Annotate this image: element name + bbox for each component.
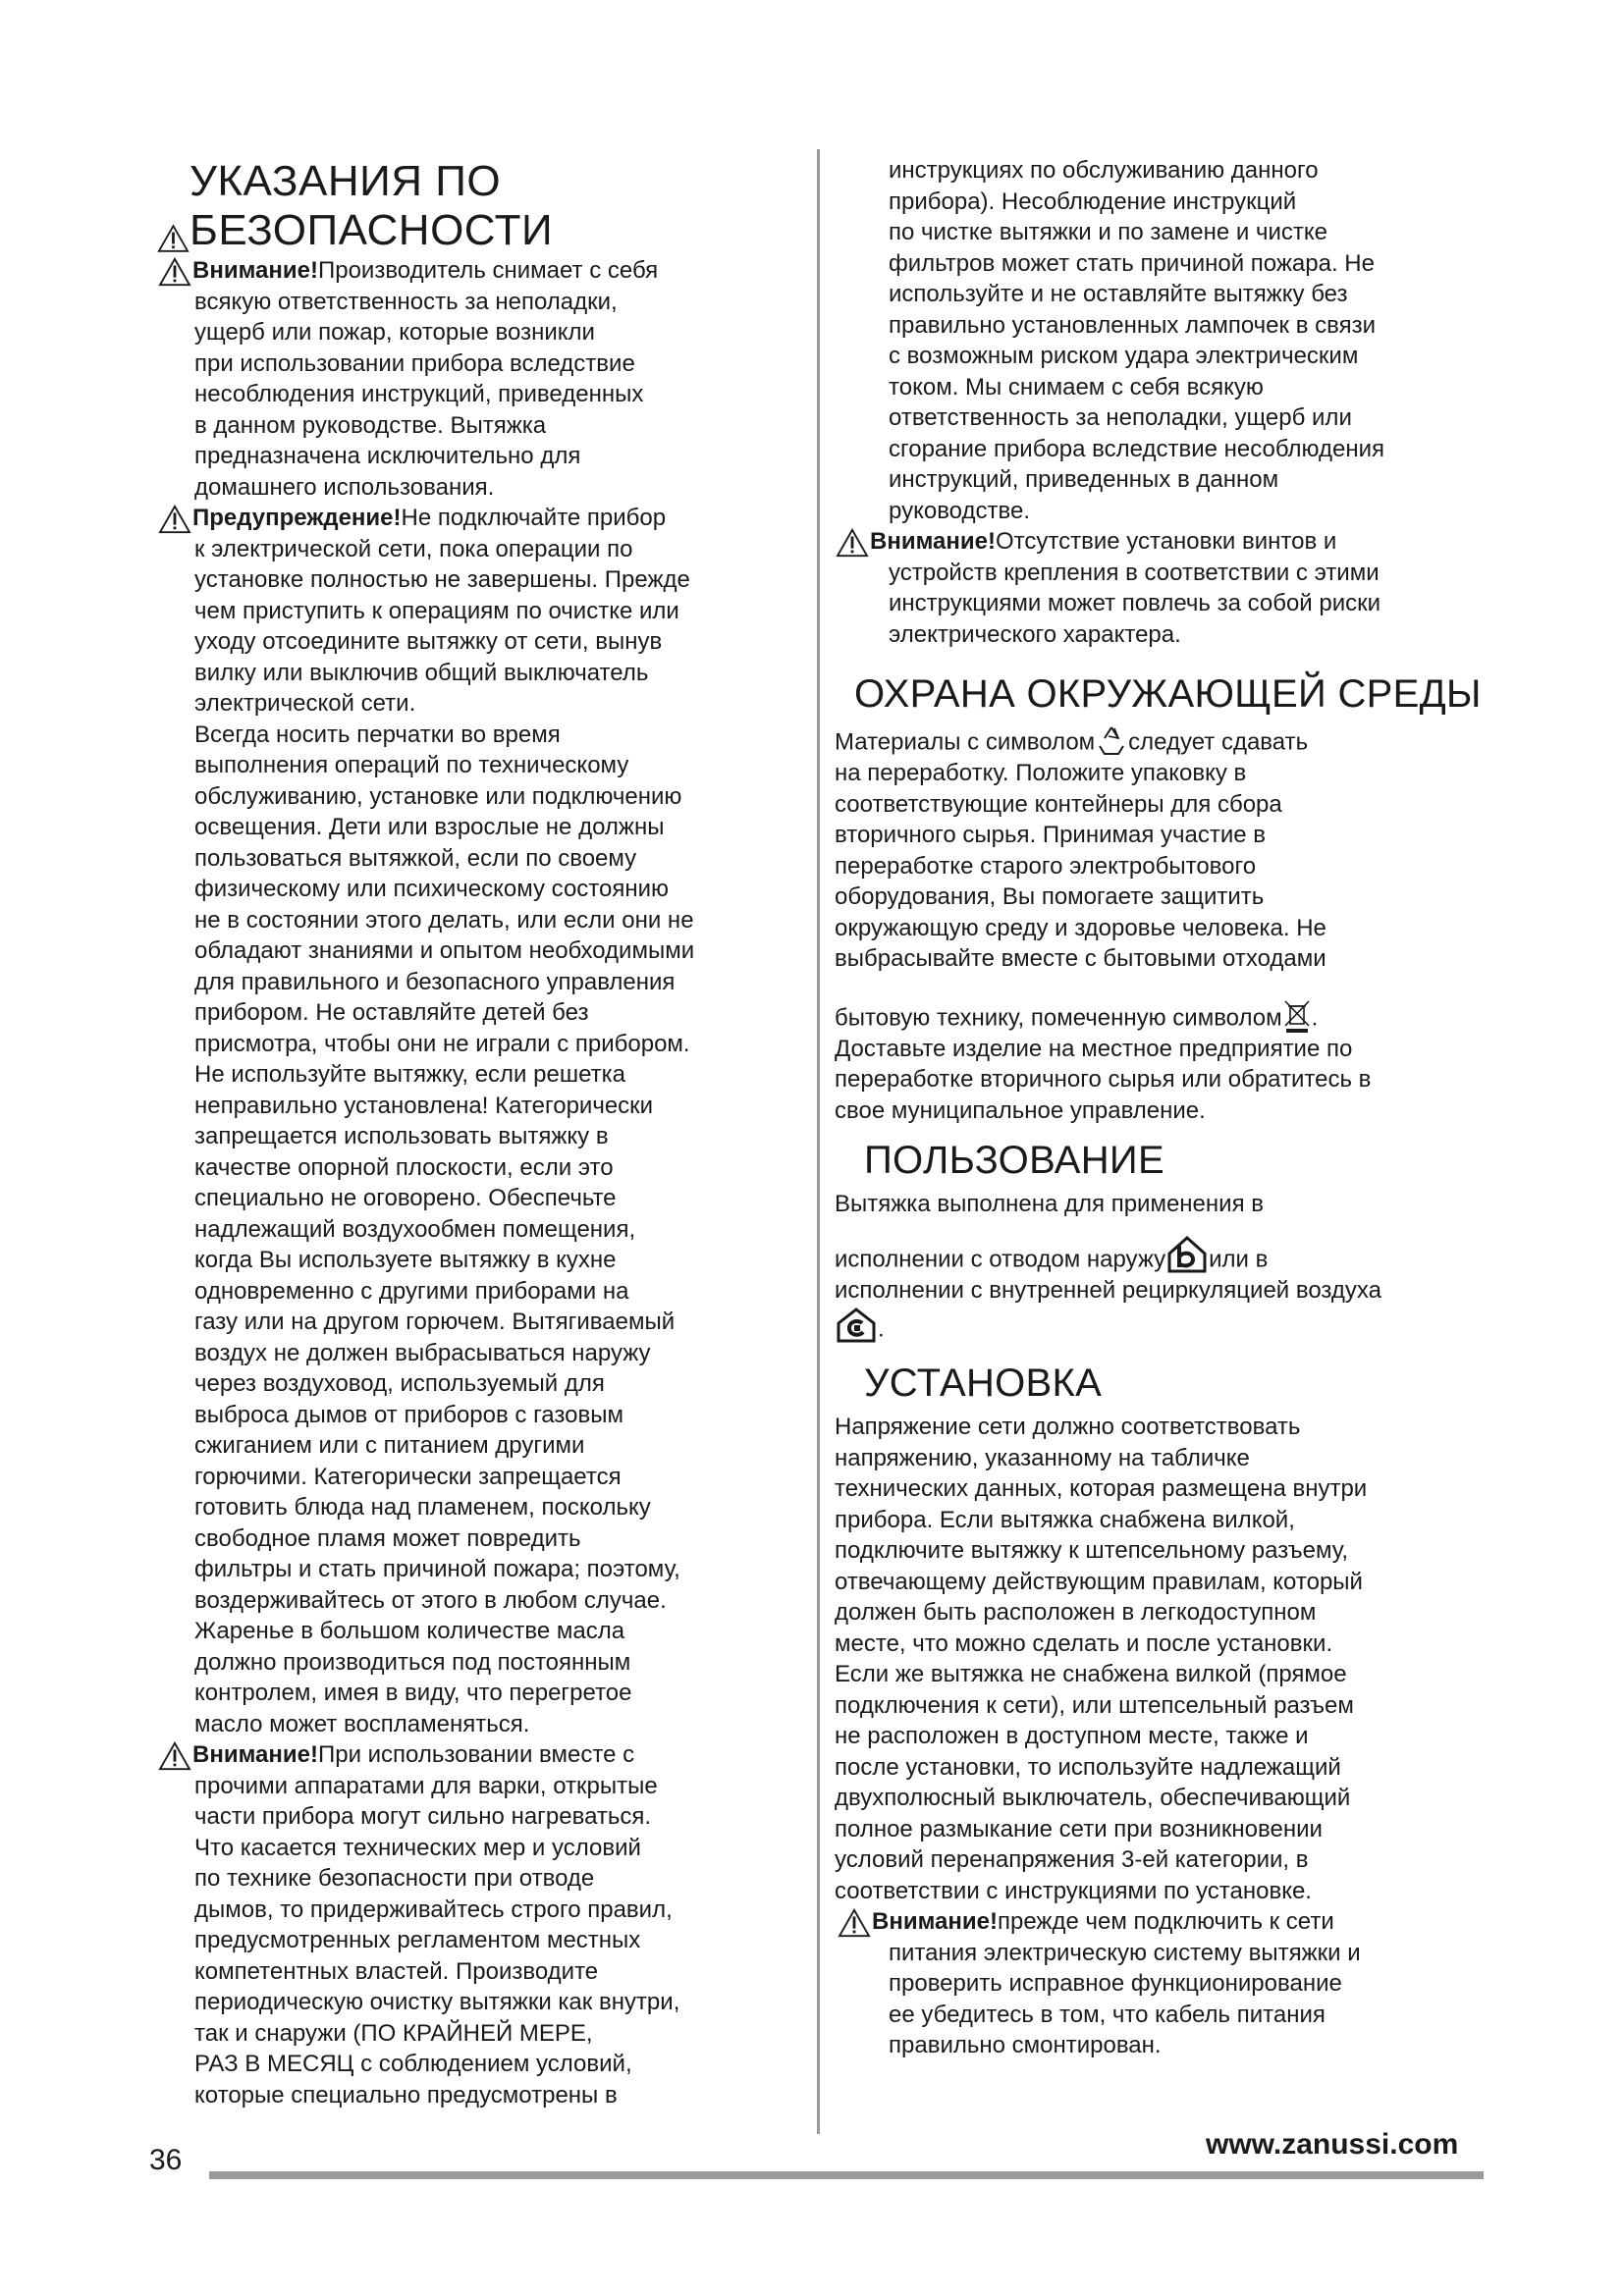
text-line: двухполюсный выключатель, обеспечивающий — [835, 1785, 1351, 1811]
text-line: на переработку. Положите упаковку в — [835, 760, 1247, 786]
text-line: неправильно установлена! Категорически — [194, 1092, 654, 1119]
text-line: должен быть расположен в легкодоступном — [835, 1599, 1317, 1626]
text-line: которые специально предусмотрены в — [194, 2081, 618, 2109]
text-line: для правильного и безопасного управления — [194, 968, 676, 995]
warning-label: Предупреждение! — [192, 505, 402, 531]
text-line: питания электрическую систему вытяжки и — [889, 1939, 1361, 1966]
text-line: ответственность за неполадки, ущерб или — [889, 404, 1352, 431]
text-line: Всегда носить перчатки во время — [194, 721, 561, 748]
text-line: выполнения операций по техническому — [194, 752, 629, 778]
text-line: к электрической сети, пока операции по — [194, 535, 633, 562]
text-line: инструкциях по обслуживанию данного — [889, 157, 1319, 184]
text-line: прежде чем подключить к сети — [997, 1908, 1334, 1935]
text-line: ее убедитесь в том, что кабель питания — [889, 2001, 1326, 2028]
warning-triangle-icon — [157, 1741, 192, 1771]
text-line: несоблюдения инструкций, приведенных — [194, 381, 644, 407]
text-line: выброса дымов от приборов с газовым — [194, 1401, 623, 1428]
text-line: оборудования, Вы помогаете защитить — [835, 883, 1265, 910]
recycle-icon — [1095, 724, 1128, 758]
warning-triangle-icon — [157, 257, 192, 287]
text-line: присмотра, чтобы они не играли с прибором. — [194, 1030, 690, 1057]
text-line: переработке вторичного сырья или обратитесь в — [835, 1066, 1372, 1093]
warning-block-3 — [157, 1739, 785, 2110]
text-line: полное размыкание сети при возникновении — [835, 1815, 1323, 1842]
text-line: уходу отсоедините вытяжку от сети, вынув — [194, 628, 663, 655]
text-line: установке полностью не завершены. Прежде — [194, 566, 690, 593]
environment-text-2 — [835, 1034, 1483, 1127]
text-line: дымов, то придерживайтесь строго правил, — [194, 1896, 673, 1923]
text-line: правильно смонтирован. — [889, 2032, 1162, 2058]
text-line: через воздуховод, используемый для — [194, 1370, 605, 1397]
safety-heading — [157, 157, 785, 255]
text-line: компетентных властей. Производите — [194, 1957, 599, 1985]
text-line: сгорание прибора вследствие несоблюдения — [889, 435, 1384, 462]
text-line: электрической сети. — [194, 690, 416, 717]
text-line: с возможным риском удара электрическим — [889, 343, 1359, 369]
text-line: инструкций, приведенных в данном — [889, 466, 1279, 493]
text-line: Материалы с символом — [835, 728, 1096, 756]
text-line: предназначена исключительно для — [194, 443, 581, 469]
text-line: Не подключайте прибор — [401, 505, 667, 531]
text-line: контролем, имея в виду, что перегретое — [194, 1680, 632, 1706]
text-line: специально не оговорено. Обеспечьте — [194, 1185, 617, 1211]
text-line: Если же вытяжка не снабжена вилкой (прямое — [835, 1661, 1347, 1687]
text-line: месте, что можно сделать и после установки. — [835, 1629, 1333, 1657]
column-divider — [817, 149, 820, 2134]
text-line: должно производиться под постоянным — [194, 1648, 631, 1676]
text-line: сжиганием или с питанием другими — [194, 1432, 585, 1459]
text-line: окружающую среду и здоровье человека. Не — [835, 914, 1326, 941]
footer-url: www.zanussi.com — [1206, 2128, 1459, 2161]
text-line: пользоваться вытяжкой, если по своему — [194, 844, 637, 872]
warning-label: Внимание! — [872, 1908, 998, 1935]
warning-body — [157, 534, 785, 1740]
text-line: исполнении с отводом наружу — [835, 1246, 1166, 1272]
text-line: Жаренье в большом количестве масла — [194, 1618, 625, 1644]
text-line: качестве опорной плоскости, если это — [194, 1153, 614, 1181]
text-line: одновременно с другими приборами на — [194, 1277, 629, 1305]
warning-body — [157, 1771, 785, 2111]
right-column — [835, 155, 1483, 2061]
text-line: воздерживайтесь от этого в любом случае. — [194, 1586, 667, 1614]
text-line: прибора. Если вытяжка снабжена вилкой, — [835, 1506, 1295, 1533]
text-line: всякую ответственность за неполадки, — [194, 288, 618, 315]
text-line: током. Мы снимаем с себя всякую — [889, 373, 1264, 400]
text-line: периодическую очистку вытяжки как внутри, — [194, 1989, 680, 2015]
text-line: прибором. Не оставляйте детей без — [194, 999, 589, 1026]
text-line: РАЗ В МЕСЯЦ с соблюдением условий, — [194, 2051, 632, 2077]
text-line: части прибора могут сильно нагреваться. — [194, 1803, 652, 1830]
text-line: так и снаружи (ПО КРАЙНЕЙ МЕРЕ, — [194, 2019, 593, 2047]
text-line: не расположен в доступном месте, также и — [835, 1723, 1309, 1749]
text-line: при использовании прибора вследствие — [194, 349, 635, 377]
text-line: Вытяжка выполнена для применения в — [835, 1191, 1264, 1217]
text-line: обслуживанию, установке или подключению — [194, 782, 682, 810]
text-line: свое муниципальное управление. — [835, 1096, 1206, 1124]
text-line: Производитель снимает с себя — [317, 257, 659, 284]
environment-text — [835, 758, 1483, 975]
page-number: 36 — [149, 2144, 183, 2176]
text-line: При использовании вместе с — [317, 1741, 635, 1768]
text-line: свободное пламя может повредить — [194, 1524, 581, 1552]
text-line: домашнего использования. — [194, 473, 495, 501]
text-line: Доставьте изделие на местное предприятие по — [835, 1035, 1353, 1062]
text-line: прочими аппаратами для варки, открытые — [194, 1772, 658, 1799]
text-line: соответствии с инструкциями по установке. — [835, 1877, 1312, 1904]
crossed-bin-icon — [1282, 998, 1312, 1034]
text-line: предусмотренных регламентом местных — [194, 1927, 641, 1953]
text-line: технических данных, которая размещена внутри — [835, 1475, 1368, 1502]
text-line: Не используйте вытяжку, если решетка — [194, 1061, 625, 1088]
text-line: электрического характера. — [889, 620, 1181, 648]
environment-heading: ОХРАНА ОКРУЖАЮЩЕЙ СРЕДЫ — [854, 672, 1482, 716]
warning-body — [835, 1938, 1483, 2061]
text-line: . — [1311, 1004, 1319, 1031]
text-line: устройств крепления в соответствии с этими — [889, 559, 1380, 586]
text-line: воздух не должен выбрасываться наружу — [194, 1339, 651, 1366]
warning-triangle-icon — [835, 528, 870, 558]
warning-block-2 — [157, 503, 785, 1739]
text-line: фильтров может стать причиной пожара. Не — [889, 249, 1375, 277]
warning-label: Внимание! — [192, 257, 318, 284]
text-line: запрещается использовать вытяжку в — [194, 1123, 609, 1149]
text-line: горючими. Категорически запрещается — [194, 1463, 622, 1490]
text-line: инструкциями может повлечь за собой риски — [889, 590, 1381, 616]
extraction-mode-icon — [1165, 1234, 1209, 1275]
text-line: соответствующие контейнеры для сбора — [835, 790, 1282, 818]
recirculation-mode-icon — [835, 1306, 878, 1345]
text-line: Что касается технических мер и условий — [194, 1834, 641, 1861]
safety-heading-text: УКАЗАНИЯ ПО БЕЗОПАСНОСТИ — [189, 157, 554, 254]
text-line: проверить исправное функционирование — [889, 1970, 1342, 1997]
warning-body — [835, 558, 1483, 651]
text-line: фильтры и стать причиной пожара; поэтому, — [194, 1556, 680, 1582]
text-line: или в — [1209, 1246, 1269, 1272]
text-line: используйте и не оставляйте вытяжку без — [889, 281, 1348, 307]
text-line: по чистке вытяжки и по замене и чистке — [889, 219, 1327, 245]
text-line: обладают знаниями и опытом необходимыми — [194, 937, 695, 964]
warning-block-1 — [157, 255, 785, 503]
text-line: вторичного сырья. Принимая участие в — [835, 822, 1267, 848]
text-line: бытовую технику, помеченную символом — [835, 1004, 1282, 1031]
continued-text — [835, 155, 1483, 526]
installation-heading: УСТАНОВКА — [864, 1362, 1103, 1405]
text-line: условий перенапряжения 3-ей категории, в — [835, 1846, 1309, 1873]
left-column — [157, 157, 785, 2110]
footer-rule — [209, 2171, 1484, 2179]
warning-triangle-icon — [157, 222, 189, 255]
text-line: ущерб или пожар, которые возникли — [194, 319, 595, 346]
text-line: Отсутствие установки винтов и — [995, 528, 1337, 555]
warning-label: Внимание! — [192, 1741, 318, 1768]
text-line: переработке старого электробытового — [835, 852, 1257, 880]
text-line: отвечающему действующим правилам, который — [835, 1568, 1363, 1595]
text-line: после установки, то используйте надлежащий — [835, 1753, 1341, 1781]
text-line: правильно установленных лампочек в связи — [889, 311, 1376, 339]
warning-block-4 — [835, 526, 1483, 650]
text-line: готовить блюда над пламенем, поскольку — [194, 1494, 651, 1521]
text-line: по технике безопасности при отводе — [194, 1865, 595, 1892]
warning-block-5 — [835, 1906, 1483, 2061]
text-line: когда Вы используете вытяжку в кухне — [194, 1247, 617, 1273]
text-line: прибора). Несоблюдение инструкций — [889, 187, 1297, 215]
usage-heading: ПОЛЬЗОВАНИЕ — [864, 1139, 1164, 1182]
text-line: масло может воспламеняться. — [194, 1710, 530, 1737]
text-line: исполнении с внутренней рециркуляцией воздуха — [835, 1276, 1381, 1304]
text-line: следует сдавать — [1128, 728, 1309, 756]
installation-text — [835, 1412, 1483, 1906]
text-line: подключения к сети), или штепсельный разъем — [835, 1691, 1354, 1719]
text-line: надлежащий воздухообмен помещения, — [194, 1215, 636, 1243]
text-line: выбрасывайте вместе с бытовыми отходами — [835, 945, 1326, 972]
text-line: в данном руководстве. Вытяжка — [194, 411, 547, 439]
warning-triangle-icon — [157, 505, 192, 534]
text-line: руководстве. — [889, 497, 1030, 524]
text-line: чем приступить к операциям по очистке или — [194, 597, 679, 624]
text-line: вилку или выключив общий выключатель — [194, 659, 649, 686]
text-line: физическому или психическому состоянию — [194, 876, 670, 902]
text-line: освещения. Дети или взрослые не должны — [194, 814, 665, 840]
text-line: подключите вытяжку к штепсельному разъему, — [835, 1537, 1349, 1564]
warning-triangle-icon — [837, 1908, 872, 1938]
text-line: напряжению, указанному на табличке — [835, 1444, 1250, 1471]
text-line: газу или на другом горючем. Вытягиваемый — [194, 1308, 676, 1335]
text-line: Напряжение сети должно соответствовать — [835, 1414, 1301, 1440]
warning-label: Внимание! — [870, 528, 996, 555]
text-line: не в состоянии этого делать, или если они не — [194, 906, 694, 934]
text-line: . — [878, 1315, 885, 1343]
